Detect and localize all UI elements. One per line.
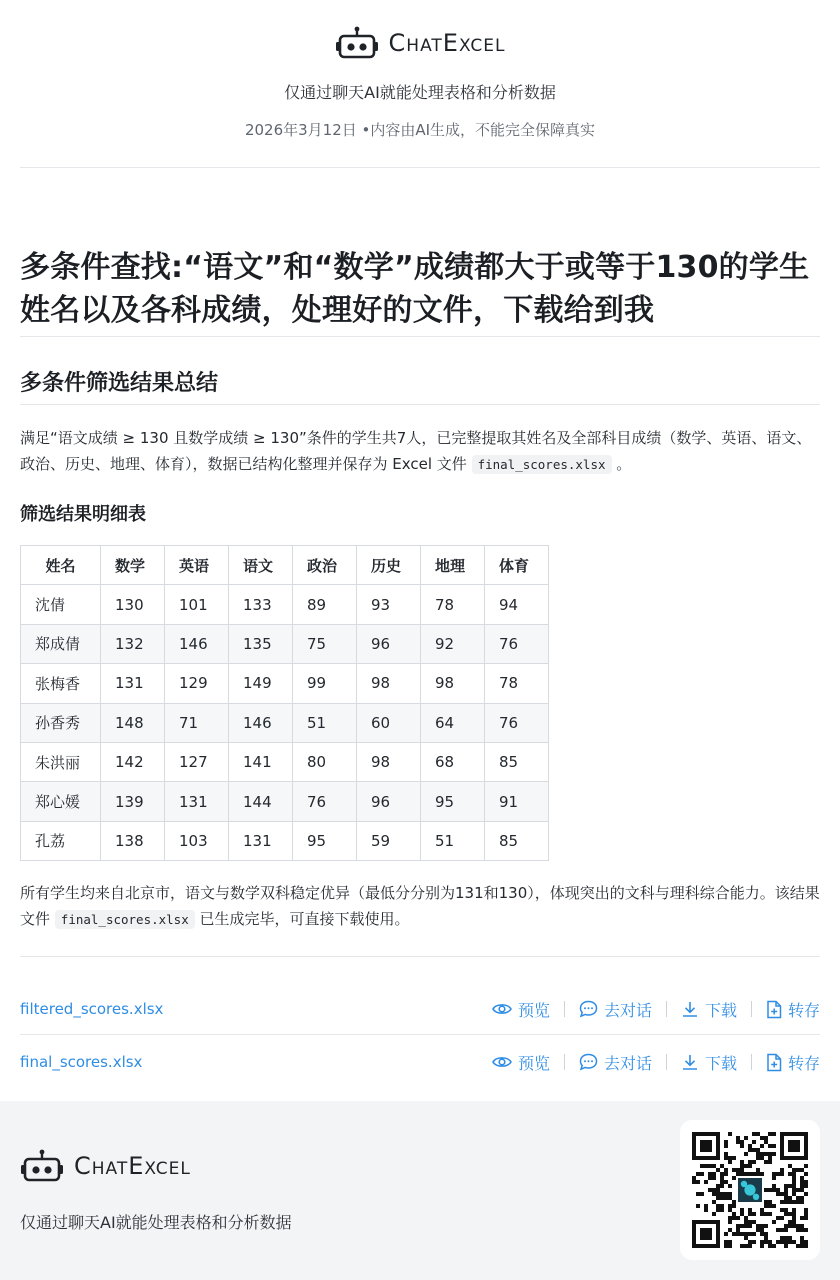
header-tagline: 仅通过聊天AI就能处理表格和分析数据 <box>284 83 556 102</box>
col-header: 数学 <box>101 546 165 585</box>
summary-text: 满足“语文成绩 ≥ 130 且数学成绩 ≥ 130”条件的学生共7人，已完整提取其姓名及全部科目成绩（数学、英语、语文、政治、历史、地理、体育），数据已结构化整理并保存为 Excel 文件 <box>20 429 812 473</box>
divider <box>20 404 820 405</box>
table-cell: 78 <box>421 585 485 624</box>
divider <box>20 956 820 957</box>
download-button[interactable] <box>681 998 737 1021</box>
table-cell: 沈倩 <box>21 585 101 624</box>
robot-icon <box>20 1149 64 1183</box>
table-cell: 96 <box>357 782 421 821</box>
table-cell: 144 <box>229 782 293 821</box>
chat-bubble-icon <box>579 1000 598 1018</box>
separator <box>564 1054 565 1070</box>
table-cell: 孙香秀 <box>21 703 101 742</box>
conclusion-text: 所有学生均来自北京市，语文与数学双科稳定优异（最低分分别为131和130），体现突出的文科与理科综合能力。该结果文件 <box>20 884 820 928</box>
table-cell: 89 <box>293 585 357 624</box>
save-label: 转存 <box>787 1000 820 1020</box>
table-cell: 98 <box>421 664 485 703</box>
table-cell: 148 <box>101 703 165 742</box>
table-cell: 98 <box>357 664 421 703</box>
chat-label: 去对话 <box>603 1053 652 1073</box>
table-header-row <box>21 546 549 585</box>
table-cell: 95 <box>421 782 485 821</box>
table-cell: 郑成倩 <box>21 624 101 663</box>
table-cell: 131 <box>165 782 229 821</box>
table-cell: 149 <box>229 664 293 703</box>
robot-icon <box>335 26 379 60</box>
separator <box>666 1001 667 1017</box>
table-cell: 张梅香 <box>21 664 101 703</box>
table-cell: 139 <box>101 782 165 821</box>
table-cell: 131 <box>229 821 293 860</box>
table-cell: 94 <box>485 585 549 624</box>
save-button[interactable] <box>766 998 820 1021</box>
table-cell: 103 <box>165 821 229 860</box>
col-header: 姓名 <box>21 546 101 585</box>
table-cell: 92 <box>421 624 485 663</box>
section-heading: 多条件筛选结果总结 <box>20 371 219 396</box>
table-cell: 142 <box>101 742 165 781</box>
table-cell: 85 <box>485 742 549 781</box>
chat-bubble-icon <box>579 1053 598 1071</box>
divider <box>20 336 820 337</box>
save-label: 转存 <box>787 1053 820 1073</box>
summary-file-code: final_scores.xlsx <box>472 455 612 474</box>
file-add-icon <box>766 1000 782 1019</box>
table-cell: 80 <box>293 742 357 781</box>
table-cell: 127 <box>165 742 229 781</box>
table-row <box>21 624 549 663</box>
summary-end: 。 <box>616 455 632 473</box>
footer-brand-logo <box>20 1149 191 1183</box>
table-cell: 96 <box>357 624 421 663</box>
file-row <box>20 994 820 1024</box>
table-cell: 64 <box>421 703 485 742</box>
table-cell: 93 <box>357 585 421 624</box>
table-cell: 68 <box>421 742 485 781</box>
chat-button[interactable] <box>579 1051 652 1074</box>
table-row <box>21 585 549 624</box>
table-cell: 99 <box>293 664 357 703</box>
table-cell: 朱洪丽 <box>21 742 101 781</box>
chat-label: 去对话 <box>603 1000 652 1020</box>
col-header: 政治 <box>293 546 357 585</box>
table-cell: 76 <box>485 624 549 663</box>
divider <box>20 167 820 168</box>
table-cell: 141 <box>229 742 293 781</box>
download-icon <box>681 1053 699 1071</box>
table-cell: 76 <box>293 782 357 821</box>
table-cell: 51 <box>421 821 485 860</box>
table-cell: 146 <box>165 624 229 663</box>
separator <box>666 1054 667 1070</box>
table-cell: 138 <box>101 821 165 860</box>
brand-logo <box>0 26 840 60</box>
table-cell: 135 <box>229 624 293 663</box>
footer-brand-name: ChatExcel <box>74 1152 191 1180</box>
table-cell: 130 <box>101 585 165 624</box>
table-cell: 129 <box>165 664 229 703</box>
table-cell: 76 <box>485 703 549 742</box>
table-cell: 146 <box>229 703 293 742</box>
divider <box>20 1034 820 1035</box>
qr-code-icon <box>692 1132 808 1248</box>
conclusion-file-code: final_scores.xlsx <box>55 910 195 929</box>
table-cell: 132 <box>101 624 165 663</box>
file-actions <box>492 1051 820 1074</box>
table-cell: 60 <box>357 703 421 742</box>
table-row <box>21 664 549 703</box>
table-row <box>21 782 549 821</box>
table-row <box>21 703 549 742</box>
file-link[interactable]: filtered_scores.xlsx <box>20 1000 164 1018</box>
col-header: 历史 <box>357 546 421 585</box>
download-icon <box>681 1000 699 1018</box>
conclusion-end: 已生成完毕，可直接下载使用。 <box>199 910 410 928</box>
page-title: 多条件查找:“语文”和“数学”成绩都大于或等于130的学生姓名以及各科成绩，处理好的文件，下载给到我 <box>20 250 810 328</box>
brand-name: ChatExcel <box>388 29 506 57</box>
col-header: 体育 <box>485 546 549 585</box>
file-link[interactable]: final_scores.xlsx <box>20 1053 143 1071</box>
table-cell: 85 <box>485 821 549 860</box>
eye-icon <box>492 1001 512 1017</box>
conclusion-paragraph <box>20 880 820 933</box>
download-label: 下载 <box>704 1000 737 1020</box>
table-cell: 95 <box>293 821 357 860</box>
file-actions <box>492 998 820 1021</box>
table-cell: 101 <box>165 585 229 624</box>
header-meta: 2026年3月12日 •内容由AI生成，不能完全保障真实 <box>244 121 596 139</box>
preview-button[interactable] <box>492 1051 550 1074</box>
table-cell: 131 <box>101 664 165 703</box>
page-footer <box>0 1101 840 1280</box>
page-header <box>0 0 840 168</box>
col-header: 语文 <box>229 546 293 585</box>
table-cell: 郑心媛 <box>21 782 101 821</box>
qr-code <box>680 1120 820 1260</box>
download-label: 下载 <box>704 1053 737 1073</box>
separator <box>751 1054 752 1070</box>
table-cell: 91 <box>485 782 549 821</box>
scores-table <box>20 545 549 861</box>
separator <box>564 1001 565 1017</box>
footer-tagline: 仅通过聊天AI就能处理表格和分析数据 <box>20 1213 292 1232</box>
col-header: 地理 <box>421 546 485 585</box>
table-cell: 133 <box>229 585 293 624</box>
preview-label: 预览 <box>517 1053 550 1073</box>
table-heading: 筛选结果明细表 <box>20 504 146 525</box>
table-row <box>21 821 549 860</box>
table-cell: 78 <box>485 664 549 703</box>
separator <box>751 1001 752 1017</box>
preview-label: 预览 <box>517 1000 550 1020</box>
preview-button[interactable] <box>492 998 550 1021</box>
file-row <box>20 1047 820 1077</box>
table-row <box>21 742 549 781</box>
chat-button[interactable] <box>579 998 652 1021</box>
file-add-icon <box>766 1053 782 1072</box>
table-cell: 51 <box>293 703 357 742</box>
table-cell: 71 <box>165 703 229 742</box>
summary-paragraph <box>20 425 820 478</box>
table-cell: 59 <box>357 821 421 860</box>
table-cell: 75 <box>293 624 357 663</box>
save-button[interactable] <box>766 1051 820 1074</box>
table-cell: 98 <box>357 742 421 781</box>
download-button[interactable] <box>681 1051 737 1074</box>
eye-icon <box>492 1054 512 1070</box>
col-header: 英语 <box>165 546 229 585</box>
table-cell: 孔荔 <box>21 821 101 860</box>
